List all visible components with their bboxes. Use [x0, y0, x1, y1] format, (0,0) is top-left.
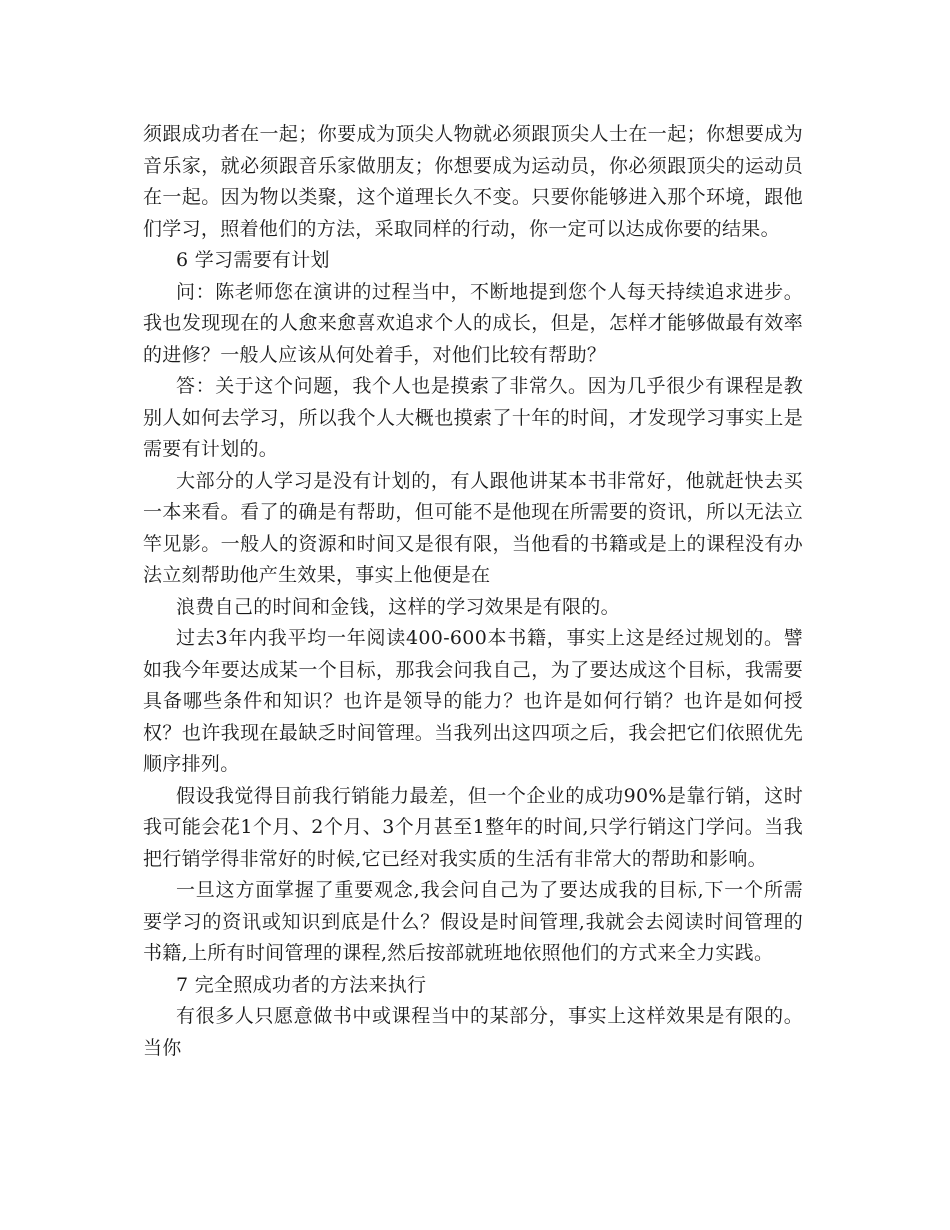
paragraph-1: 须跟成功者在一起；你要成为顶尖人物就必须跟顶尖人士在一起；你想要成为音乐家，就必须跟音乐家做朋友；你想要成为运动员，你必须跟顶尖的运动员在一起。因为物以类聚，这个道理长久不变。只要你能够进入那个环境，跟他们学习，照着他们的方法，采取同样的行动，你一定可以达成你要的结果。: [143, 123, 803, 240]
paragraph-question: 问：陈老师您在演讲的过程当中，不断地提到您个人每天持续追求进步。我也发现现在的人愈来愈喜欢追求个人的成长，但是，怎样才能够做最有效率的进修？一般人应该从何处着手，对他们比较有帮助？: [143, 280, 803, 366]
paragraph-8: 一旦这方面掌握了重要观念,我会问自己为了要达成我的目标,下一个所需要学习的资讯或知识到底是什么？假设是时间管理,我就会去阅读时间管理的书籍,上所有时间管理的课程,然后按部就班地依照他们的方式来全力实践。: [143, 879, 803, 964]
paragraph-6: 过去3年内我平均一年阅读400-600本书籍，事实上这是经过规划的。譬如我今年要达成某一个目标，那我会问我自己，为了要达成这个目标，我需要具备哪些条件和知识？也许是领导的能力？也许是如何行销？也许是如何授权？也许我现在最缺乏时间管理。当我列出这四项之后，我会把它们依照优先顺序排列。: [143, 627, 803, 775]
section-heading-6: 6 学习需要有计划: [176, 249, 330, 271]
document-body: [143, 119, 803, 1064]
paragraph-4: 大部分的人学习是没有计划的，有人跟他讲某本书非常好，他就赶快去买一本来看。看了的确是有帮助，但可能不是他现在所需要的资讯，所以无法立竿见影。一般人的资源和时间又是很有限，当他看的书籍或是上的课程没有办法立刻帮助他产生效果，事实上他便是在: [143, 469, 803, 586]
paragraph-5: 浪费自己的时间和金钱，这样的学习效果是有限的。: [176, 595, 620, 618]
paragraph-9: 有很多人只愿意做书中或课程当中的某部分，事实上这样效果是有限的。当你: [143, 1005, 803, 1059]
paragraph-answer: 答：关于这个问题，我个人也是摸索了非常久。因为几乎很少有课程是教别人如何去学习，所以我个人大概也摸索了十年的时间，才发现学习事实上是需要有计划的。: [143, 375, 803, 460]
paragraph-7: 假设我觉得目前我行销能力最差，但一个企业的成功90%是靠行销，这时我可能会花1个月、2个月、3个月甚至1整年的时间,只学行销这门学问。当我把行销学得非常好的时候,它已经对我实质的生活有非常大的帮助和影响。: [143, 784, 803, 870]
section-heading-7: 7 完全照成功者的方法来执行: [176, 973, 427, 996]
